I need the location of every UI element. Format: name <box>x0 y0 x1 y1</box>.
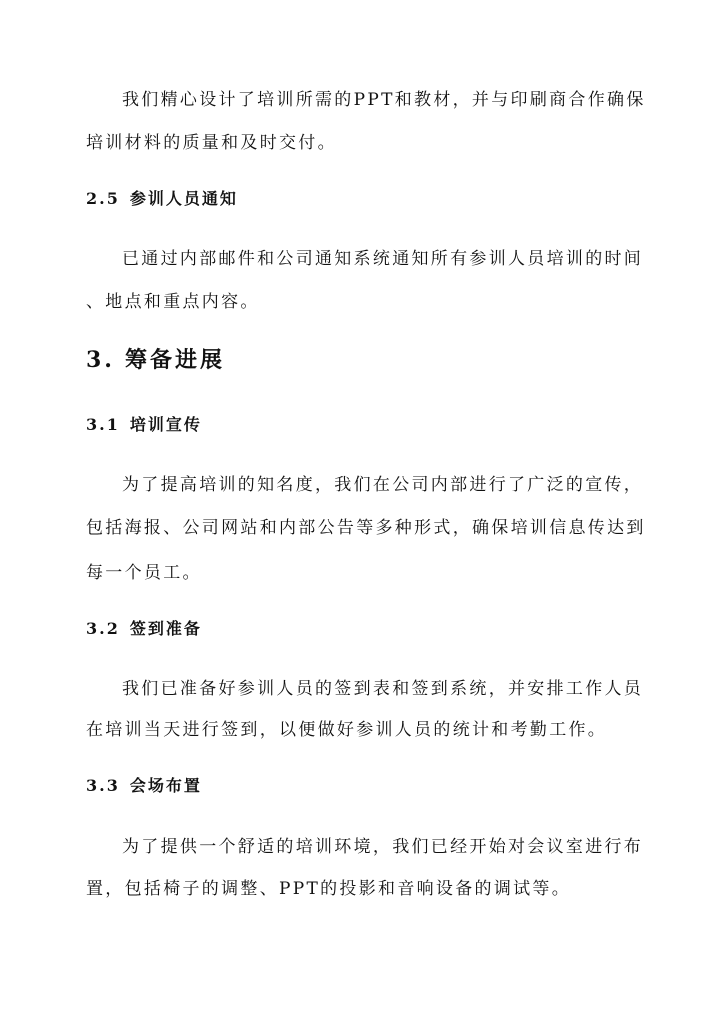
section-number: 2.5 <box>86 189 120 208</box>
paragraph-line: 每一个员工。 <box>86 563 202 583</box>
paragraph-line: 我们已准备好参训人员的签到表和签到系统，并安排工作人员 <box>122 679 644 699</box>
paragraph-line: 为了提高培训的知名度，我们在公司内部进行了广泛的宣传， <box>122 475 644 495</box>
section-title: 培训宣传 <box>129 415 202 434</box>
section-number: 3. <box>86 347 115 373</box>
section-title: 参训人员通知 <box>129 189 238 208</box>
paragraph-line: 已通过内部邮件和公司通知系统通知所有参训人员培训的时间 <box>122 249 644 269</box>
paragraph-line: 在培训当天进行签到，以便做好参训人员的统计和考勤工作。 <box>86 720 608 740</box>
section-heading-3-3 <box>86 774 202 798</box>
section-heading-3 <box>86 345 225 375</box>
section-number: 3.1 <box>86 415 120 434</box>
section-heading-3-1 <box>86 413 202 437</box>
section-heading-3-2 <box>86 617 202 641</box>
paragraph-line: 培训材料的质量和及时交付。 <box>86 133 337 153</box>
section-number: 3.3 <box>86 776 120 795</box>
paragraph-line: 为了提供一个舒适的培训环境，我们已经开始对会议室进行布 <box>122 837 644 857</box>
paragraph-line: 我们精心设计了培训所需的PPT和教材，并与印刷商合作确保 <box>122 90 646 110</box>
section-title: 签到准备 <box>129 619 202 638</box>
paragraph-line: 包括海报、公司网站和内部公告等多种形式，确保培训信息传达到 <box>86 518 646 538</box>
section-number: 3.2 <box>86 619 120 638</box>
section-title: 筹备进展 <box>124 347 225 373</box>
paragraph-line: 置，包括椅子的调整、PPT的投影和音响设备的调试等。 <box>86 879 572 899</box>
section-title: 会场布置 <box>129 776 202 795</box>
section-heading-2-5 <box>86 187 238 211</box>
paragraph-line: 、地点和重点内容。 <box>86 292 260 312</box>
